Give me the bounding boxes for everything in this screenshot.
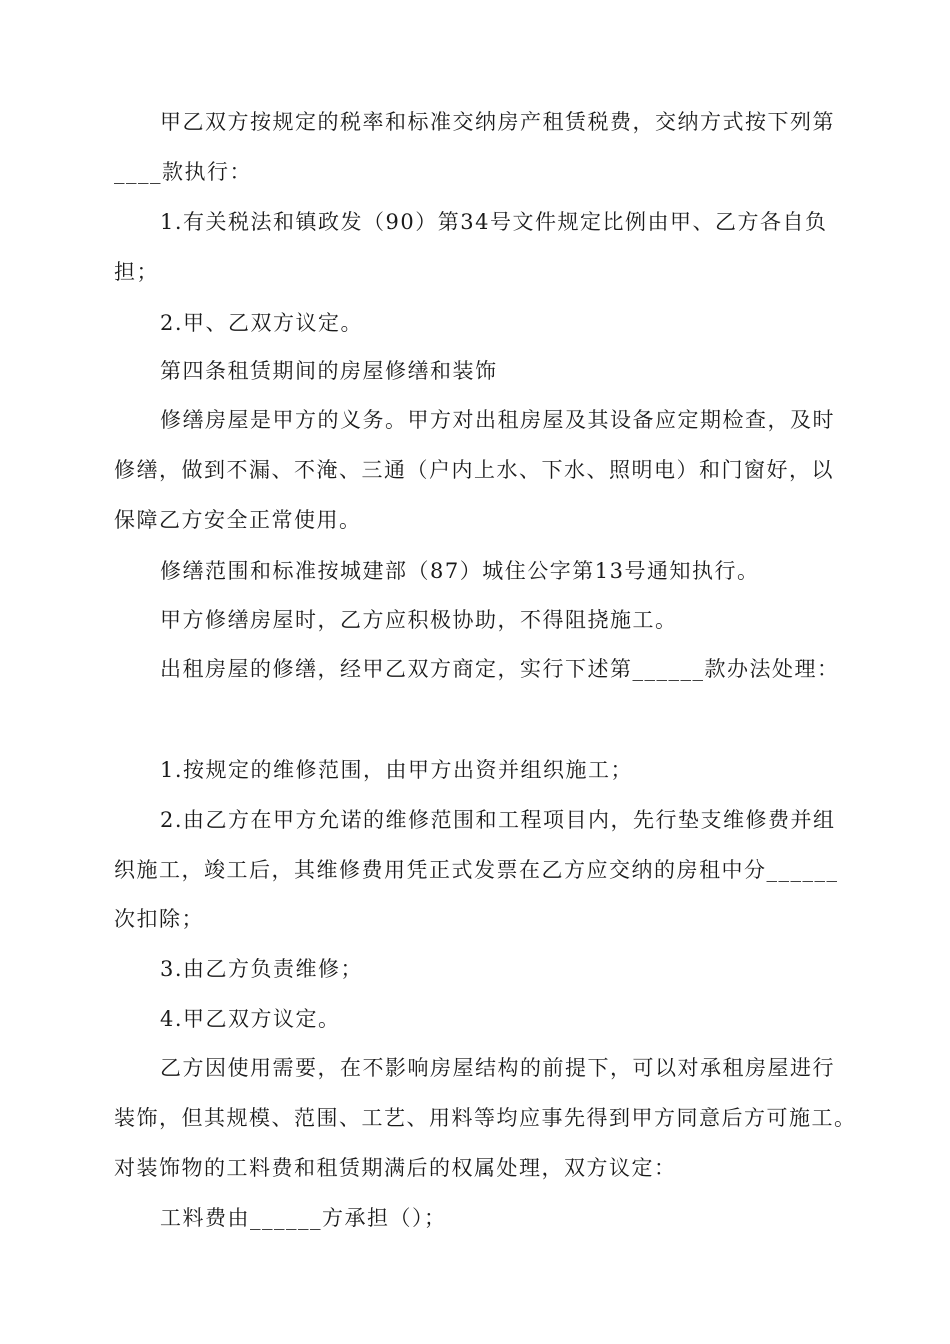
decoration-paragraph-line-1: 乙方因使用需要，在不影响房屋结构的前提下，可以对承租房屋进行 [160, 1056, 835, 1080]
repair-option-2-line-3: 次扣除； [114, 907, 204, 931]
tax-option-1-line-1: 1.有关税法和镇政发（90）第34号文件规定比例由甲、乙方各自负 [160, 210, 828, 234]
repair-option-4: 4.甲乙双方议定。 [160, 1007, 341, 1031]
repair-duty-line-1: 修缮房屋是甲方的义务。甲方对出租房屋及其设备应定期检查，及时 [160, 408, 835, 432]
repair-option-2-line-1: 2.由乙方在甲方允诺的维修范围和工程项目内，先行垫支维修费并组 [160, 808, 836, 832]
repair-duty-line-3: 保障乙方安全正常使用。 [114, 508, 362, 532]
tax-option-2: 2.甲、乙双方议定。 [160, 311, 364, 335]
repair-cooperation-paragraph: 甲方修缮房屋时，乙方应积极协助，不得阻挠施工。 [160, 608, 678, 632]
material-cost-line: 工料费由______方承担（）； [160, 1206, 447, 1230]
decoration-paragraph-line-3: 对装饰物的工料费和租赁期满后的权属处理，双方议定： [114, 1156, 677, 1180]
paragraph-tax-line-2: ____款执行： [114, 160, 252, 184]
repair-option-1: 1.按规定的维修范围，由甲方出资并组织施工； [160, 758, 634, 782]
repair-option-2-line-2: 织施工，竣工后，其维修费用凭正式发票在乙方应交纳的房租中分______ [114, 858, 839, 882]
tax-option-1-line-2: 担； [114, 260, 159, 284]
repair-method-paragraph: 出租房屋的修缮，经甲乙双方商定，实行下述第______款办法处理： [160, 657, 840, 681]
paragraph-tax-line-1: 甲乙双方按规定的税率和标准交纳房产租赁税费，交纳方式按下列第 [160, 110, 835, 134]
section-heading-article-4: 第四条租赁期间的房屋修缮和装饰 [160, 359, 498, 383]
repair-duty-line-2: 修缮，做到不漏、不淹、三通（户内上水、下水、照明电）和门窗好，以 [114, 458, 834, 482]
decoration-paragraph-line-2: 装饰，但其规模、范围、工艺、用料等均应事先得到甲方同意后方可施工。 [114, 1106, 857, 1130]
repair-option-3: 3.由乙方负责维修； [160, 957, 364, 981]
repair-scope-paragraph: 修缮范围和标准按城建部（87）城住公字第13号通知执行。 [160, 559, 760, 583]
